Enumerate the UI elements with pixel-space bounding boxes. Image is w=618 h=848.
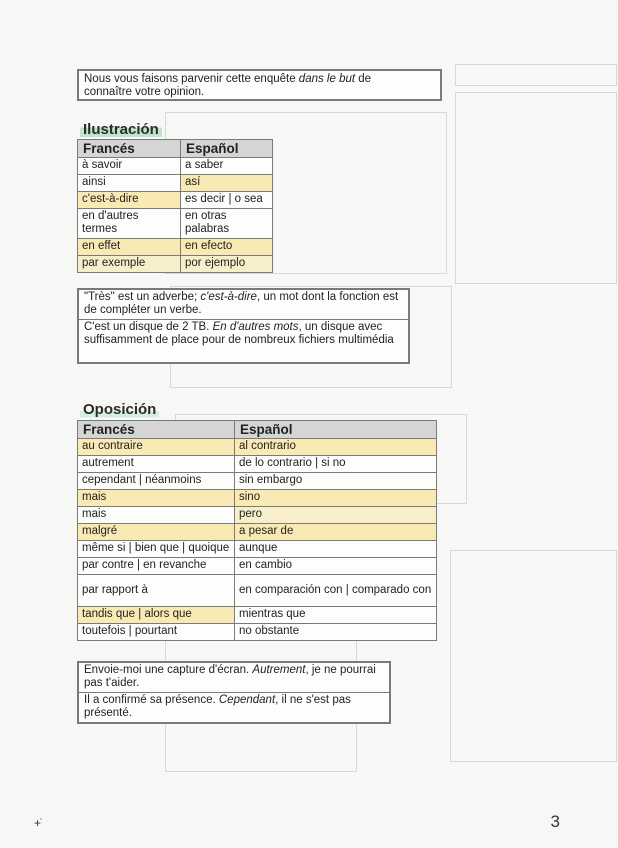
cell-espanol: aunque <box>235 541 437 558</box>
cell-espanol: no obstante <box>235 624 437 641</box>
column-header-espanol: Español <box>235 421 437 439</box>
table-row <box>78 541 437 558</box>
table-row <box>78 607 437 624</box>
example-text: Il a confirmé sa présence. <box>84 694 219 706</box>
column-header-espanol: Español <box>181 140 273 158</box>
table-row <box>78 158 273 175</box>
table-row <box>78 524 437 541</box>
cell-espanol: en comparación con | comparado con <box>235 575 437 607</box>
ilustracion-examples-box <box>77 288 410 364</box>
example-text: C'est un disque de 2 TB. <box>84 321 213 333</box>
table-row <box>78 256 273 273</box>
example-row <box>79 319 408 349</box>
example-text: , un disque avec suffisamment de place pour de nombreux fichiers multimédia <box>84 321 394 346</box>
example-text: , je ne pourrai pas t'aider. <box>84 664 376 689</box>
table-row <box>78 473 437 490</box>
intro-box <box>77 69 442 101</box>
cell-frances: mais <box>78 507 235 524</box>
cell-frances: par rapport à <box>78 575 235 607</box>
table-row <box>78 439 437 456</box>
table-row <box>78 192 273 209</box>
cell-espanol: pero <box>235 507 437 524</box>
cell-espanol: a saber <box>181 158 273 175</box>
table-row <box>78 175 273 192</box>
example-text: , il ne s'est pas présenté. <box>84 694 351 719</box>
intro-text <box>79 71 440 101</box>
cell-frances: au contraire <box>78 439 235 456</box>
cell-frances: malgré <box>78 524 235 541</box>
cell-frances: en d'autres termes <box>78 209 181 239</box>
cell-espanol: a pesar de <box>235 524 437 541</box>
intro-text-part: Nous vous faisons parvenir cette enquête <box>84 73 299 85</box>
cell-espanol: de lo contrario | si no <box>235 456 437 473</box>
table-row <box>78 575 437 607</box>
example-emphasis: Cependant <box>218 694 276 706</box>
oposicion-table <box>77 420 437 641</box>
example-emphasis: c'est-à-dire <box>200 291 257 303</box>
cell-espanol: en cambio <box>235 558 437 575</box>
cell-frances: à savoir <box>78 158 181 175</box>
cell-espanol: en otras palabras <box>181 209 273 239</box>
intro-text-part: connaître votre opinion. <box>84 86 205 98</box>
intro-text-part: de <box>355 73 372 85</box>
corner-mark: +̇ <box>34 816 42 830</box>
intro-emphasis: dans le but <box>298 73 356 85</box>
cell-frances: par exemple <box>78 256 181 273</box>
cell-espanol: es decir | o sea <box>181 192 273 209</box>
cell-frances: cependant | néanmoins <box>78 473 235 490</box>
cell-frances: même si | bien que | quoique <box>78 541 235 558</box>
example-row <box>79 692 389 722</box>
table-row <box>78 558 437 575</box>
cell-frances: ainsi <box>78 175 181 192</box>
cell-frances: tandis que | alors que <box>78 607 235 624</box>
example-text: "Très" est un adverbe; <box>84 291 201 303</box>
cell-frances: en effet <box>78 239 181 256</box>
table-header-row <box>78 140 273 158</box>
table-row <box>78 456 437 473</box>
cell-frances: mais <box>78 490 235 507</box>
table-row <box>78 209 273 239</box>
cell-espanol: por ejemplo <box>181 256 273 273</box>
example-emphasis: En d'autres mots <box>212 321 299 333</box>
cell-espanol: mientras que <box>235 607 437 624</box>
cell-espanol: sino <box>235 490 437 507</box>
cell-frances: c'est-à-dire <box>78 192 181 209</box>
cell-frances: autrement <box>78 456 235 473</box>
table-row <box>78 490 437 507</box>
cell-espanol: al contrario <box>235 439 437 456</box>
column-header-frances: Francés <box>78 421 235 439</box>
example-text: , un mot dont la fonction est de compléter un verbe. <box>84 291 399 316</box>
example-row <box>79 663 389 692</box>
cell-espanol: así <box>181 175 273 192</box>
cell-frances: par contre | en revanche <box>78 558 235 575</box>
cell-espanol: en efecto <box>181 239 273 256</box>
ilustracion-table <box>77 139 273 273</box>
table-row <box>78 624 437 641</box>
column-header-frances: Francés <box>78 140 181 158</box>
table-row <box>78 239 273 256</box>
table-header-row <box>78 421 437 439</box>
cell-espanol: sin embargo <box>235 473 437 490</box>
oposicion-examples-box <box>77 661 391 724</box>
example-row <box>79 290 408 319</box>
example-text: Envoie-moi une capture d'écran. <box>84 664 253 676</box>
page-number: 3 <box>550 812 560 831</box>
section-title-ilustracion: Ilustración <box>80 121 162 139</box>
section-title-oposicion: Oposición <box>80 401 159 419</box>
example-emphasis: Autrement <box>252 664 306 676</box>
table-row <box>78 507 437 524</box>
cell-frances: toutefois | pourtant <box>78 624 235 641</box>
